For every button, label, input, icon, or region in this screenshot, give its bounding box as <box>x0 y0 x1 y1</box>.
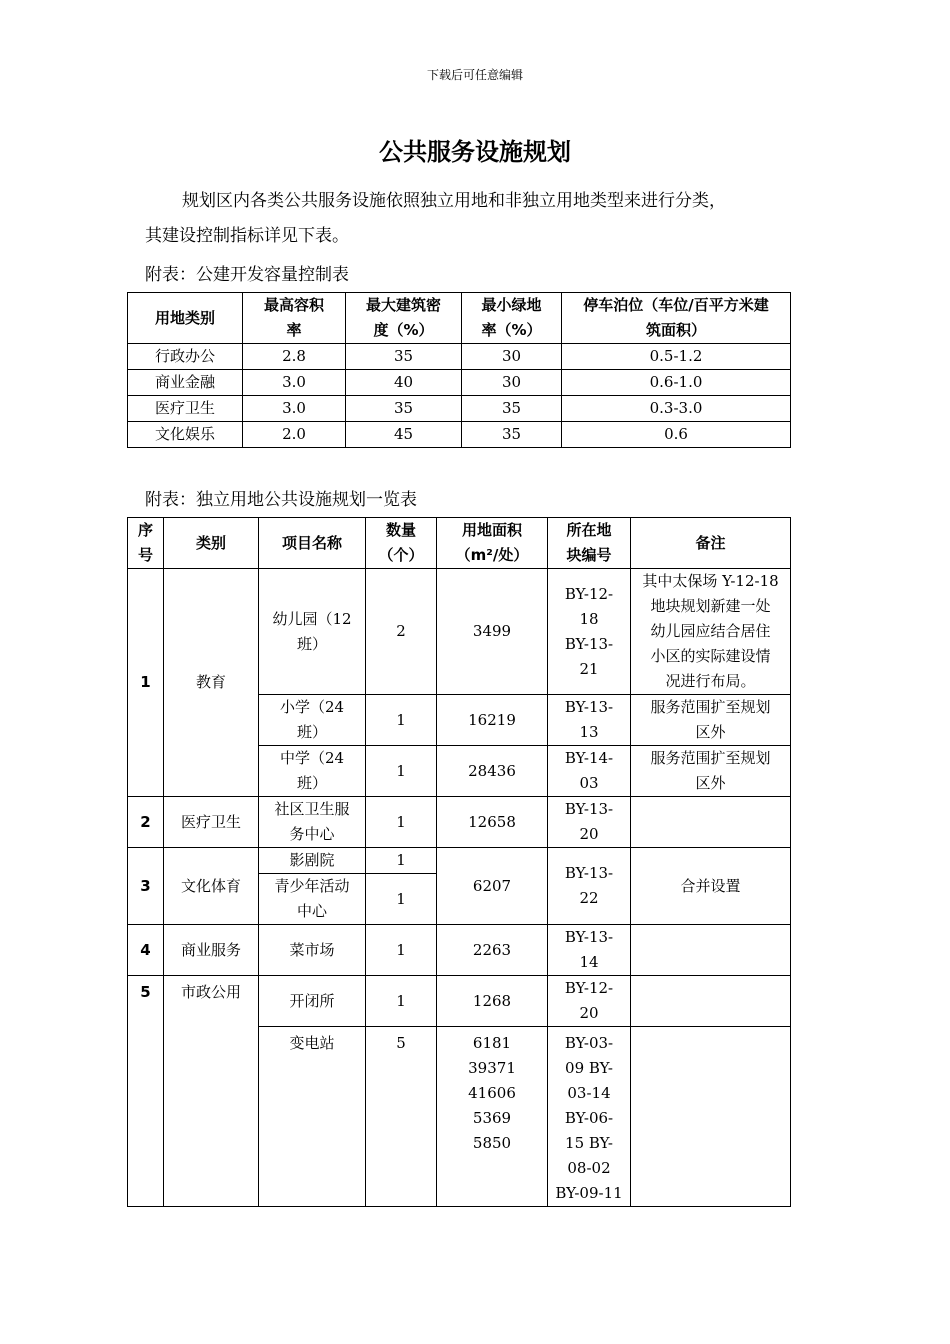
note-cell: 其中太保场 Y-12-18 地块规划新建一处 幼儿园应结合居住 小区的实际建设情 况进行布局。 <box>631 569 791 695</box>
category-cell: 市政公用 <box>164 976 259 1207</box>
note-cell <box>631 1027 791 1207</box>
table-cell: 行政办公 <box>128 344 243 370</box>
table1-caption: 附表：公建开发容量控制表 <box>145 265 349 285</box>
table-cell: 35 <box>346 396 462 422</box>
block-id-cell: BY-03- 09 BY- 03-14 BY-06- 15 BY- 08-02 BY-09-11 <box>548 1027 631 1207</box>
table-row <box>128 396 791 422</box>
category-cell: 教育 <box>164 569 259 797</box>
area-cell: 6181 39371 41606 5369 5850 <box>437 1027 548 1207</box>
project-name-cell: 开闭所 <box>259 976 366 1027</box>
row-number: 5 <box>128 976 164 1207</box>
table2-header-cell: 所在地 块编号 <box>548 518 631 569</box>
project-name-cell: 变电站 <box>259 1027 366 1207</box>
table1-header-cell: 最大建筑密 度（%） <box>346 293 462 344</box>
table-cell: 3.0 <box>243 370 346 396</box>
table-cell: 30 <box>462 344 562 370</box>
table-row <box>128 344 791 370</box>
capacity-control-table <box>127 292 791 448</box>
table-cell: 35 <box>346 344 462 370</box>
table-row <box>128 976 791 1027</box>
table2-header-cell: 类别 <box>164 518 259 569</box>
block-id-cell: BY-13- 14 <box>548 925 631 976</box>
table-row <box>128 925 791 976</box>
table2-header-cell: 备注 <box>631 518 791 569</box>
note-cell <box>631 925 791 976</box>
quantity-cell: 1 <box>366 925 437 976</box>
row-number: 4 <box>128 925 164 976</box>
table-row <box>128 848 791 874</box>
table-row <box>128 569 791 695</box>
project-name-cell: 中学（24 班） <box>259 746 366 797</box>
table-row <box>128 422 791 448</box>
quantity-cell: 1 <box>366 976 437 1027</box>
category-cell: 文化体育 <box>164 848 259 925</box>
quantity-cell: 2 <box>366 569 437 695</box>
table-cell: 35 <box>462 422 562 448</box>
block-id-cell: BY-12- 18 BY-13- 21 <box>548 569 631 695</box>
note-cell <box>631 976 791 1027</box>
page-title: 公共服务设施规划 <box>379 138 571 166</box>
table2-header-cell: 数量 （个） <box>366 518 437 569</box>
table2-header-cell: 序 号 <box>128 518 164 569</box>
quantity-cell: 1 <box>366 848 437 874</box>
row-number: 2 <box>128 797 164 848</box>
table-cell: 45 <box>346 422 462 448</box>
note-cell: 服务范围扩至规划 区外 <box>631 746 791 797</box>
category-cell: 医疗卫生 <box>164 797 259 848</box>
table-cell: 3.0 <box>243 396 346 422</box>
table1-header-row <box>128 293 791 344</box>
quantity-cell: 1 <box>366 695 437 746</box>
note-cell: 服务范围扩至规划 区外 <box>631 695 791 746</box>
row-number: 3 <box>128 848 164 925</box>
project-name-cell: 小学（24 班） <box>259 695 366 746</box>
table-cell: 0.6-1.0 <box>562 370 791 396</box>
table-cell: 2.8 <box>243 344 346 370</box>
block-id-cell: BY-12- 20 <box>548 976 631 1027</box>
table-cell: 2.0 <box>243 422 346 448</box>
table2-header-row <box>128 518 791 569</box>
table1-header-cell: 停车泊位（车位/百平方米建 筑面积） <box>562 293 791 344</box>
table-cell: 0.3-3.0 <box>562 396 791 422</box>
area-cell: 12658 <box>437 797 548 848</box>
table1-header-cell: 用地类别 <box>128 293 243 344</box>
intro-line-1: 规划区内各类公共服务设施依照独立用地和非独立用地类型来进行分类， <box>182 191 726 211</box>
table-cell: 医疗卫生 <box>128 396 243 422</box>
area-cell: 2263 <box>437 925 548 976</box>
note-cell <box>631 797 791 848</box>
area-cell: 1268 <box>437 976 548 1027</box>
facility-plan-table <box>127 517 791 1207</box>
row-number: 1 <box>128 569 164 797</box>
block-id-cell: BY-13- 20 <box>548 797 631 848</box>
project-name-cell: 社区卫生服 务中心 <box>259 797 366 848</box>
area-cell: 28436 <box>437 746 548 797</box>
block-id-cell: BY-13- 22 <box>548 848 631 925</box>
table2-caption: 附表：独立用地公共设施规划一览表 <box>145 490 417 510</box>
table-cell: 文化娱乐 <box>128 422 243 448</box>
quantity-cell: 1 <box>366 797 437 848</box>
note-cell: 合并设置 <box>631 848 791 925</box>
area-cell: 3499 <box>437 569 548 695</box>
table1-header-cell: 最小绿地 率（%） <box>462 293 562 344</box>
intro-line-2: 其建设控制指标详见下表。 <box>145 226 349 246</box>
table-cell: 30 <box>462 370 562 396</box>
quantity-cell: 5 <box>366 1027 437 1207</box>
category-cell: 商业服务 <box>164 925 259 976</box>
block-id-cell: BY-13- 13 <box>548 695 631 746</box>
table1-header-cell: 最高容积 率 <box>243 293 346 344</box>
table-cell: 0.5-1.2 <box>562 344 791 370</box>
table2-header-cell: 项目名称 <box>259 518 366 569</box>
project-name-cell: 幼儿园（12 班） <box>259 569 366 695</box>
area-cell: 6207 <box>437 848 548 925</box>
table-cell: 35 <box>462 396 562 422</box>
table-cell: 0.6 <box>562 422 791 448</box>
block-id-cell: BY-14- 03 <box>548 746 631 797</box>
table-row <box>128 797 791 848</box>
project-name-cell: 青少年活动 中心 <box>259 874 366 925</box>
quantity-cell: 1 <box>366 874 437 925</box>
quantity-cell: 1 <box>366 746 437 797</box>
project-name-cell: 菜市场 <box>259 925 366 976</box>
table-cell: 商业金融 <box>128 370 243 396</box>
area-cell: 16219 <box>437 695 548 746</box>
intro-paragraph <box>145 184 805 254</box>
project-name-cell: 影剧院 <box>259 848 366 874</box>
table2-header-cell: 用地面积 （m²/处） <box>437 518 548 569</box>
table-cell: 40 <box>346 370 462 396</box>
table-row <box>128 370 791 396</box>
page-header: 下载后可任意编辑 <box>426 68 523 82</box>
